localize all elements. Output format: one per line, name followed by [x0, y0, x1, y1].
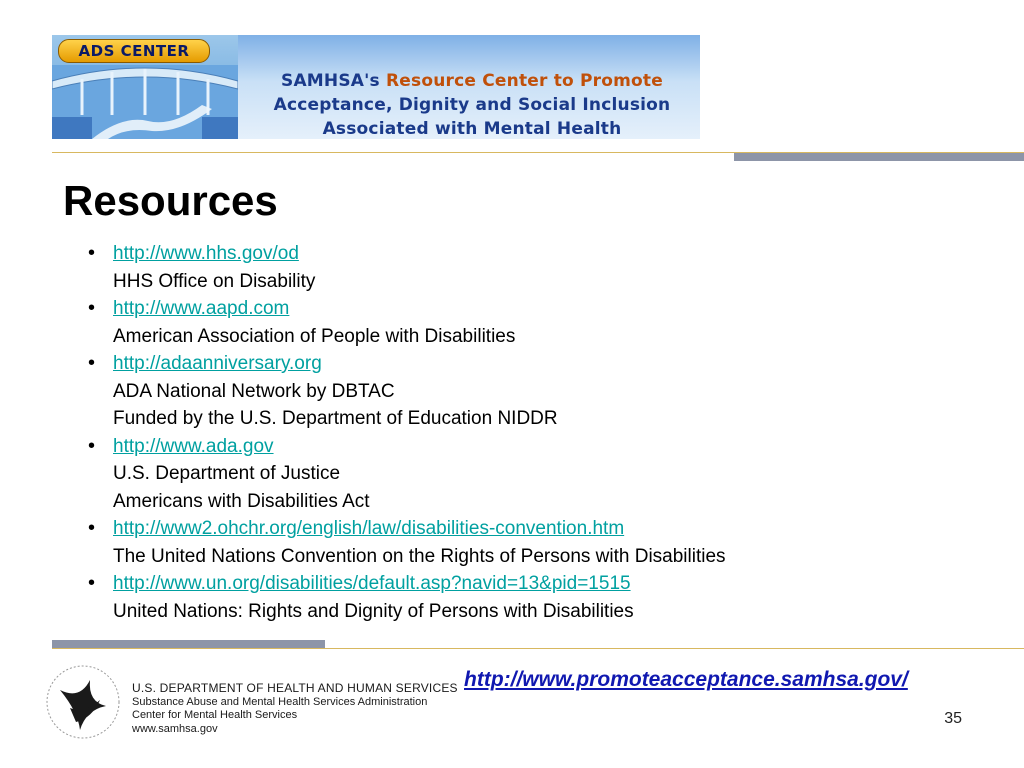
resource-description: ADA National Network by DBTAC	[113, 380, 395, 402]
bullet-icon: •	[88, 517, 96, 539]
banner-title	[252, 69, 692, 139]
bullet-icon: •	[88, 352, 96, 374]
samhsa-website: www.samhsa.gov	[132, 722, 218, 735]
list-item	[88, 433, 988, 516]
resource-link[interactable]: http://adaanniversary.org	[113, 353, 322, 374]
top-accent-bar	[734, 153, 1024, 161]
list-item	[88, 570, 988, 625]
list-item	[88, 515, 988, 570]
bullet-icon: •	[88, 434, 96, 457]
banner-line-1: SAMHSA's Resource Center to Promote	[281, 71, 663, 91]
banner-line-3: Associated with Mental Health	[322, 119, 622, 139]
bullet-icon: •	[88, 242, 96, 264]
resource-description: HHS Office on Disability	[113, 270, 316, 292]
cmhs-name: Center for Mental Health Services	[132, 709, 298, 721]
slide-title: Resources	[63, 177, 278, 224]
resource-link[interactable]: http://www.ada.gov	[113, 435, 274, 457]
banner-bridge-panel	[52, 35, 238, 139]
resource-description: U.S. Department of Justice	[113, 463, 341, 484]
promote-acceptance-link[interactable]: http://www.promoteacceptance.samhsa.gov/	[464, 668, 908, 691]
resource-link[interactable]: http://www.hhs.gov/od	[113, 243, 299, 264]
resource-link[interactable]: http://www.un.org/disabilities/default.asp?navid=13&pid=1515	[113, 573, 631, 594]
resource-description: Funded by the U.S. Department of Education NIDDR	[113, 408, 558, 429]
hhs-agency-text	[132, 682, 458, 736]
resource-description: American Association of People with Disabilities	[113, 325, 516, 347]
resource-description: The United Nations Convention on the Rights of Persons with Disabilities	[113, 545, 726, 567]
resource-list	[88, 240, 988, 625]
bullet-icon: •	[88, 572, 96, 594]
hhs-department-name: U.S. DEPARTMENT OF HEALTH AND HUMAN SERVICES	[132, 681, 458, 695]
hhs-eagle-seal-icon	[40, 660, 126, 744]
list-item	[88, 295, 988, 350]
samhsa-name: Substance Abuse and Mental Health Services Administration	[132, 695, 428, 708]
bullet-icon: •	[88, 297, 96, 319]
list-item	[88, 350, 988, 433]
resource-link[interactable]: http://www2.ohchr.org/english/law/disabilities-convention.htm	[113, 518, 625, 539]
resource-description: United Nations: Rights and Dignity of Persons with Disabilities	[113, 600, 634, 622]
bottom-divider	[52, 648, 1024, 649]
page-number: 35	[944, 710, 962, 727]
bottom-accent-bar	[52, 640, 325, 648]
banner-line-2: Acceptance, Dignity and Social Inclusion	[273, 95, 671, 115]
resource-link[interactable]: http://www.aapd.com	[113, 298, 290, 319]
ads-center-banner	[52, 35, 700, 139]
list-item	[88, 240, 988, 295]
ads-center-label: ADS CENTER	[58, 39, 210, 63]
hhs-samhsa-logo	[40, 660, 458, 744]
resource-description: Americans with Disabilities Act	[113, 490, 370, 512]
